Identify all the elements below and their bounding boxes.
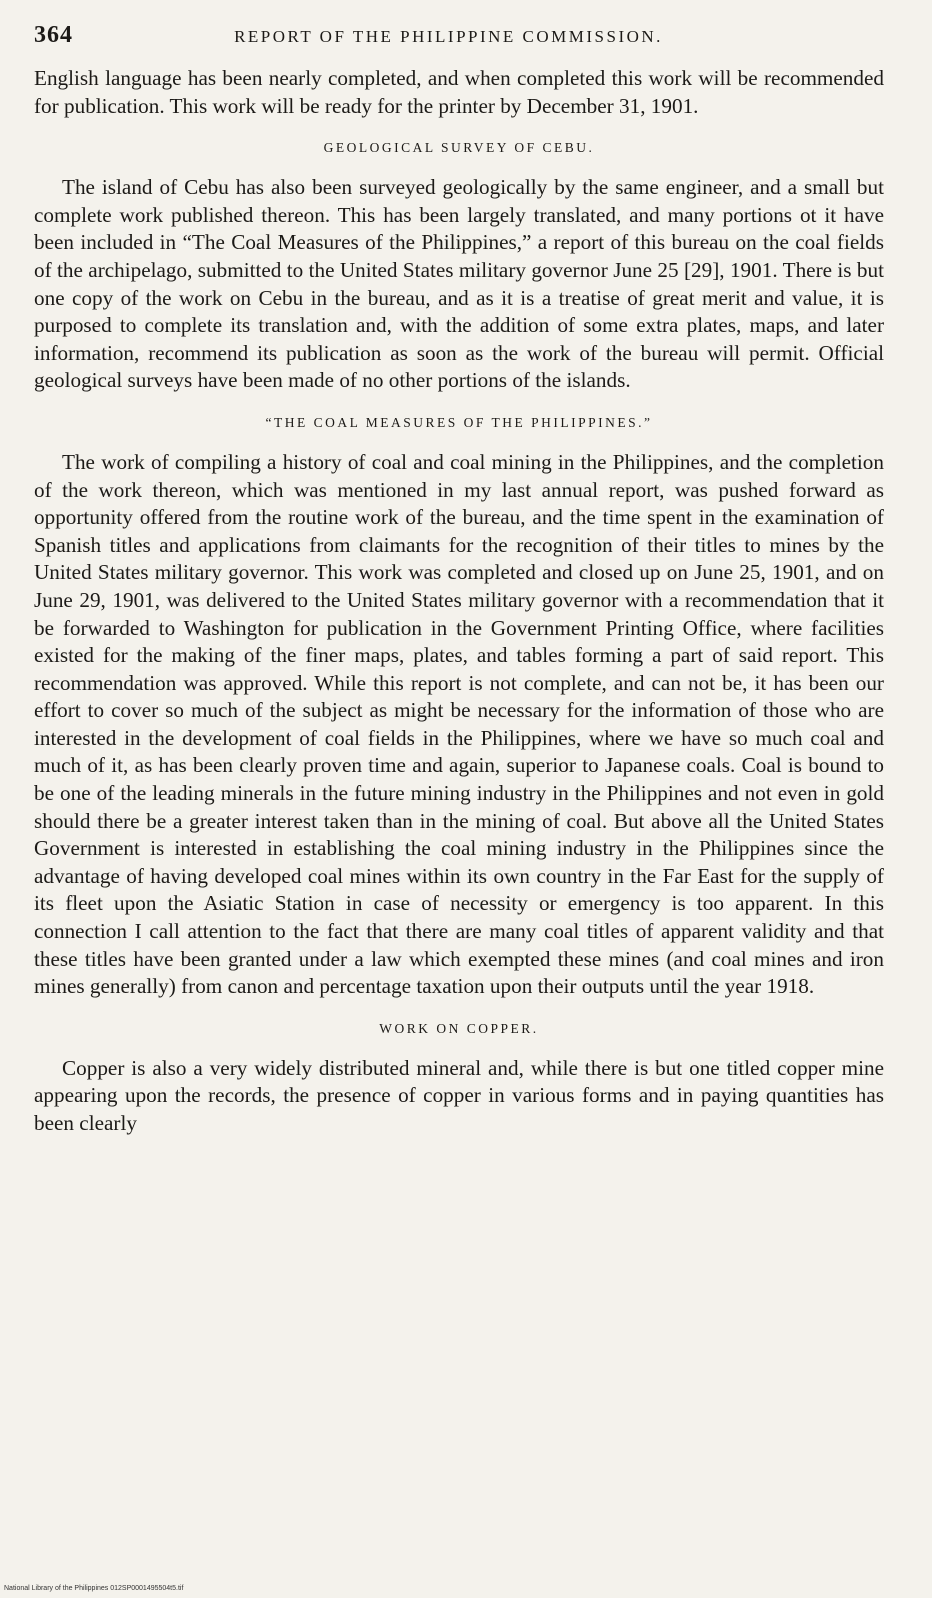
scan-source-footer: National Library of the Philippines 012SP0001495504t5.tif	[4, 1585, 184, 1592]
document-page	[34, 22, 884, 1138]
paragraph-continuation: English language has been nearly completed, and when completed this work will be recommended for publication. This work will be ready for the printer by December 31, 1901.	[34, 66, 884, 118]
section-heading-copper: WORK ON COPPER.	[379, 1020, 539, 1036]
paragraph-copper: Copper is also a very widely distributed mineral and, while there is but one titled copper mine appearing upon the records, the presence of copper in various forms and in paying quantities has been clearly	[34, 1055, 884, 1135]
page-header	[34, 22, 884, 49]
paragraph-coal-measures: The work of compiling a history of coal and coal mining in the Philippines, and the completion of the work thereon, which was mentioned in my last annual report, was pushed forward as opportunity offered from the routine work of the bureau, and the time spent in the examination of Spanish titles and applications from claimants for the recognition of their titles to mines by the United States military governor. This work was completed and closed up on June 25, 1901, and on June 29, 1901, was delivered to the United States military governor with a recommendation that it be forwarded to Washington for publication in the Government Printing Office, where facilities existed for the making of the finer maps, plates, and tables forming a part of said report. This recommendation was approved. While this report is not complete, and can not be, it has been our effort to cover so much of the subject as might be necessary for the information of those who are interested in the development of coal fields in the Philippines, where we have so much coal and much of it, as has been clearly proven time and again, superior to Japanese coals. Coal is bound to be one of the leading minerals in the future mining industry in the Philippines and not even in gold should there be a greater interest taken than in the mining of coal. But above all the United States Government is interested in establishing the coal mining industry in the Philippines since the advantage of having developed coal mines within its own country in the Far East for the supply of its fleet upon the Asiatic Station in case of necessity or emergency is too apparent. In this connection I call attention to the fact that there are many coal titles of apparent validity and that these titles have been granted under a law which exempted these mines (and coal mines and iron mines generally) from canon and percentage taxation upon their outputs until the year 1918.	[34, 449, 884, 999]
paragraph-cebu-survey: The island of Cebu has also been surveyed geologically by the same engineer, and a small but complete work published thereon. This has been largely translated, and many portions ot it have been included in “The Coal Measures of the Philippines,” a report of this bureau on the coal fields of the archipelago, submitted to the United States military governor June 25 [29], 1901. There is but one copy of the work on Cebu in the bureau, and as it is a treatise of great merit and value, it is purposed to complete its translation and, with the addition of some extra plates, maps, and later information, recommend its publication as soon as the work of the bureau will permit. Official geological surveys have been made of no other portions of the islands.	[34, 175, 884, 393]
section-heading-cebu: GEOLOGICAL SURVEY OF CEBU.	[323, 140, 595, 156]
section-heading-coal-measures: “THE COAL MEASURES OF THE PHILIPPINES.”	[265, 414, 653, 430]
page-number: 364	[34, 22, 73, 48]
running-title: REPORT OF THE PHILIPPINE COMMISSION.	[234, 27, 663, 46]
